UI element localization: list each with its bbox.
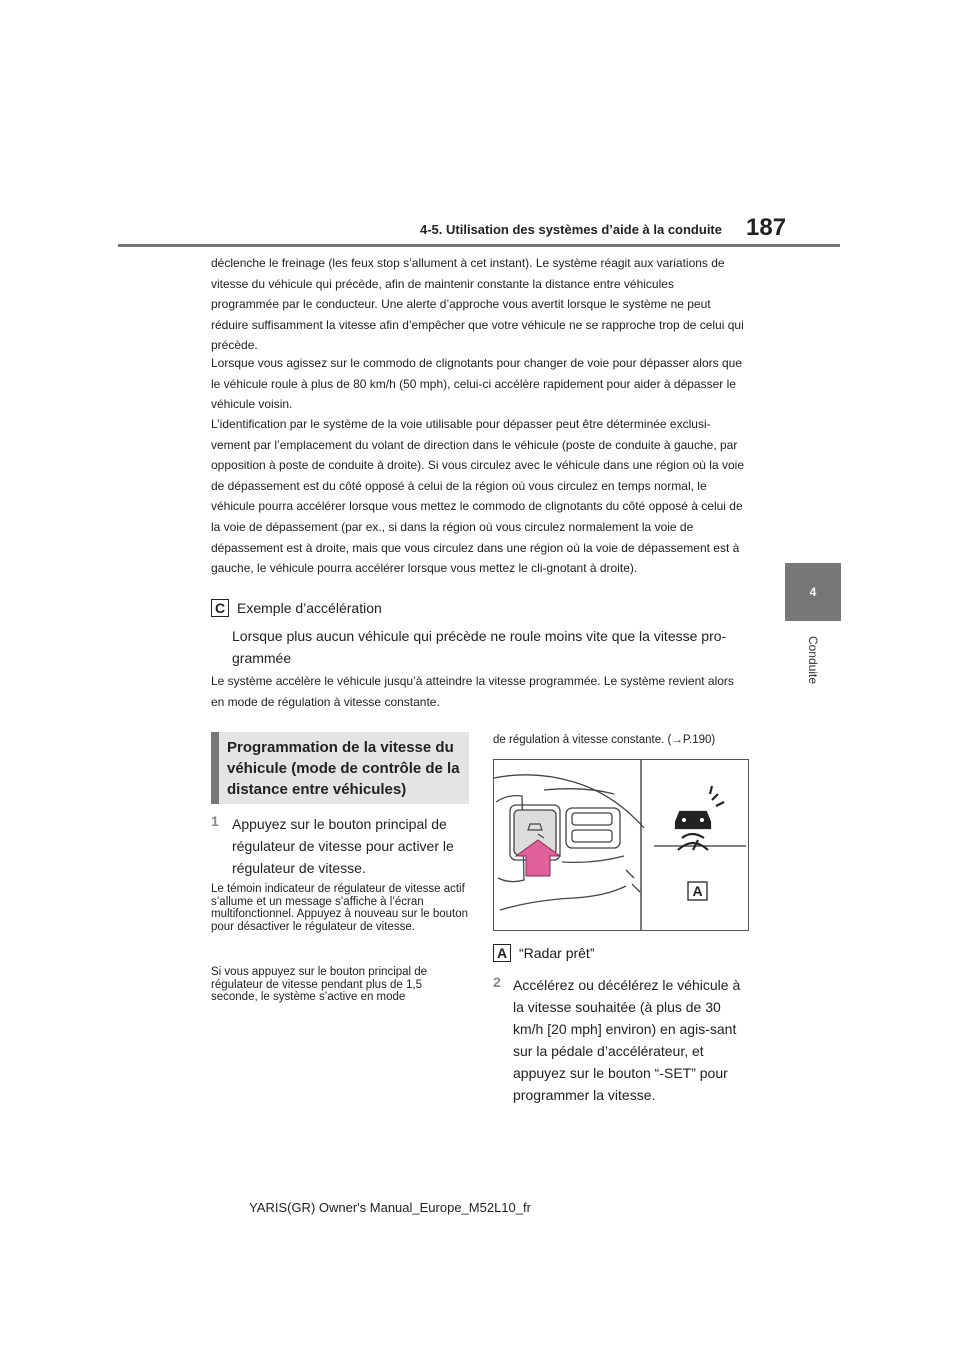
example-label: C: [211, 599, 229, 617]
step-1-note-1: Le témoin indicateur de régulateur de vitesse actif s’allume et un message s’affiche à l’écran multifonctionnel. Appuyez à nouveau sur le bouton pour désactiver le régulateur de vitesse.: [211, 883, 469, 933]
step-2: [493, 974, 753, 1106]
caption-label: A: [493, 944, 511, 962]
section-title: 4-5. Utilisation des systèmes d’aide à la conduite: [420, 222, 722, 237]
steering-switch-illustration: [493, 759, 749, 931]
section-heading: Programmation de la vitesse du véhicule (mode de contrôle de la distance entre véhicules): [211, 732, 469, 804]
example-title: Exemple d’accélération: [237, 600, 382, 616]
document-footer: YARIS(GR) Owner's Manual_Europe_M52L10_fr: [249, 1200, 531, 1215]
example-heading: [211, 599, 382, 617]
step-text: Appuyez sur le bouton principal de régulateur de vitesse pour activer le régulateur de vitesse.: [232, 816, 454, 876]
paragraph-lane-identification: L’identification par le système de la voie utilisable pour dépasser peut être déterminée exclusi-vement par l’emplacement du volant de direction dans le véhicule (poste de conduite à gauche, par opposition à poste de conduite à droite). Si vous circulez avec le véhicule dans une région où la voie de dépassement est du côté opposé à celui de la région où vous circulez en temps normal, le véhicule pourra accélérer lorsque vous mettez le commodo de clignotants du côté opposé à celui de la voie de dépassement (par ex., si dans la région où vous circulez normalement la voie de dépassement est à droite, mais que vous circulez dans une région où la voie de dépassement est à gauche, le véhicule pourra accélérer lorsque vous mettez le cli-gnotant à droite).: [211, 417, 744, 576]
step-1-note-2: Si vous appuyez sur le bouton principal de régulateur de vitesse pendant plus de 1,5 seconde, le système s’active en mode: [211, 966, 428, 1004]
chapter-label: Conduite: [806, 635, 820, 685]
caption-text: “Radar prêt”: [519, 945, 595, 961]
paragraph-overtaking: Lorsque vous agissez sur le commodo de clignotants pour changer de voie pour dépasser alors que le véhicule roule à plus de 80 km/h (50 mph), celui-ci accélère rapidement pour aider à dépasser le véhicule voisin.: [211, 356, 742, 412]
illustration-caption: [493, 944, 594, 962]
steering-switch-drawing: [494, 760, 748, 930]
header-divider: [118, 244, 840, 247]
chapter-tab: 4: [785, 563, 841, 621]
paragraph-braking: déclenche le freinage (les feux stop s’allument à cet instant). Le système réagit aux variations de vitesse du véhicule qui précède, afin de maintenir constante la distance entre véhicules programmée par le conducteur. Une alerte d’approche vous avertit lorsque le système ne peut réduire suffisamment la vitesse afin d’empêcher que votre véhicule ne se rapproche trop de celui qui précède.: [211, 256, 744, 353]
continued-note: de régulation à vitesse constante. (→P.190): [493, 734, 716, 746]
step-text: Accélérez ou décélérez le véhicule à la vitesse souhaitée (à plus de 30 km/h [20 mph] environ) en agis-sant sur la pédale d’accélérateur, et appuyez sur le bouton “-SET” pour programmer la vitesse.: [513, 977, 741, 1103]
callout-label: A: [692, 883, 703, 899]
example-note: Le système accélère le véhicule jusqu’à atteindre la vitesse programmée. Le système revient alors en mode de régulation à vitesse constante.: [211, 674, 734, 709]
radar-cruise-icon: [676, 786, 724, 850]
example-description: Lorsque plus aucun véhicule qui précède ne roule moins vite que la vitesse pro-grammée: [232, 628, 727, 666]
step-number: 1: [211, 813, 219, 829]
page-number: 187: [746, 214, 787, 241]
step-number: 2: [493, 974, 501, 990]
step-1: [211, 813, 469, 879]
